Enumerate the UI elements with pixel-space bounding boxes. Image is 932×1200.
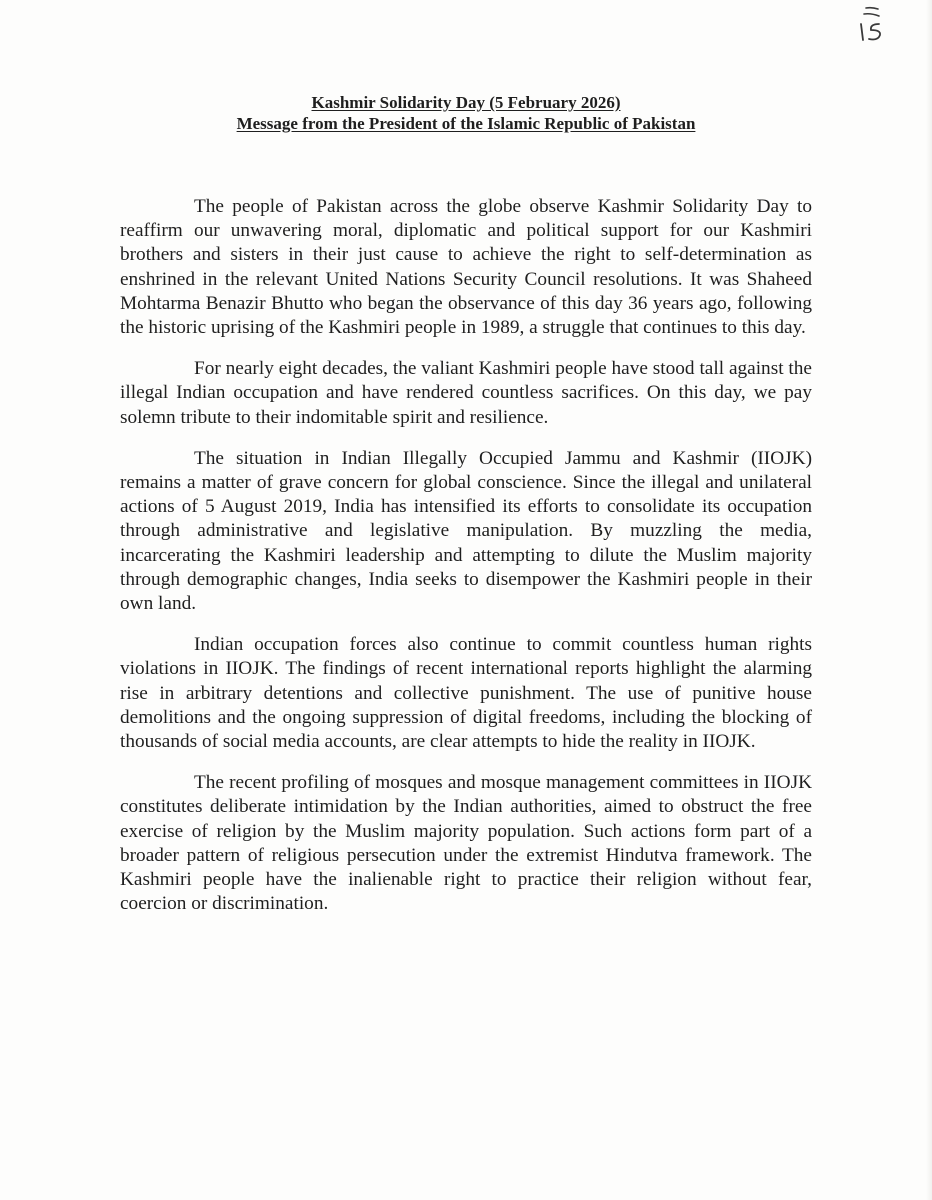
message-body bbox=[120, 195, 812, 933]
handwritten-page-number bbox=[852, 4, 892, 44]
paragraph-4: Indian occupation forces also continue to commit countless human rights violations in IIOJK. The findings of recent international reports highlight the alarming rise in arbitrary detentions and collective punishment. The use of punitive house demolitions and the ongoing suppression of digital freedoms, including the blocking of thousands of social media accounts, are clear attempts to hide the reality in IIOJK. bbox=[120, 634, 812, 753]
paragraph-1: The people of Pakistan across the globe observe Kashmir Solidarity Day to reaffirm our unwavering moral, diplomatic and political support for our Kashmiri brothers and sisters in their just cause to achieve the right to self-determination as enshrined in the relevant United Nations Security Council resolutions. It was Shaheed Mohtarma Benazir Bhutto who began the observance of this day 36 years ago, following the historic uprising of the Kashmiri people in 1989, a struggle that continues to this day. bbox=[120, 196, 812, 339]
paragraph-2: For nearly eight decades, the valiant Kashmiri people have stood tall against the illegal Indian occupation and have rendered countless sacrifices. On this day, we pay solemn tribute to their indomitable spirit and resilience. bbox=[120, 358, 812, 428]
paragraph-3: The situation in Indian Illegally Occupied Jammu and Kashmir (IIOJK) remains a matter of grave concern for global conscience. Since the illegal and unilateral actions of 5 August 2019, India has intensified its efforts to consolidate its occupation through administrative and legislative manipulation. By muzzling the media, incarcerating the Kashmiri leadership and attempting to dilute the Muslim majority through demographic changes, India seeks to disempower the Kashmiri people in their own land. bbox=[120, 447, 812, 615]
scan-edge bbox=[926, 0, 932, 1200]
heading-subtitle: Message from the President of the Islamic Republic of Pakistan bbox=[236, 114, 696, 133]
document-heading bbox=[120, 92, 812, 134]
heading-title: Kashmir Solidarity Day (5 February 2026) bbox=[311, 93, 621, 112]
paragraph-5: The recent profiling of mosques and mosque management committees in IIOJK constitutes deliberate intimidation by the Indian authorities, aimed to obstruct the free exercise of religion by the Muslim majority population. Such actions form part of a broader pattern of religious persecution under the extremist Hindutva framework. The Kashmiri people have the inalienable right to practice their religion without fear, coercion or discrimination. bbox=[120, 772, 812, 915]
handwritten-page-number-icon bbox=[852, 4, 892, 44]
